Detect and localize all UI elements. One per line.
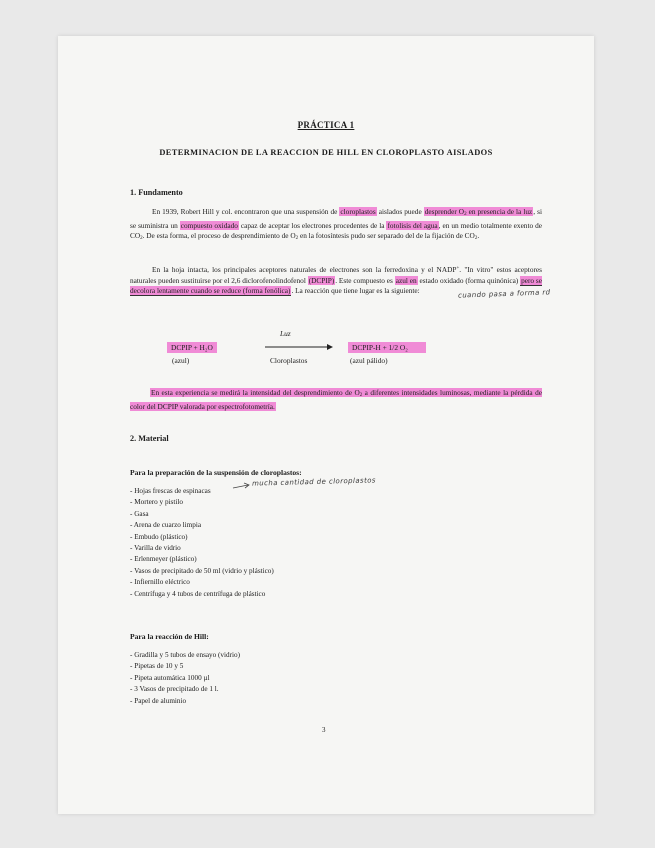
list-item: - Hojas frescas de espinacas (130, 486, 274, 497)
list-item: - Papel de aluminio (130, 696, 240, 707)
paragraph-experiencia (130, 388, 542, 412)
list-item: - Infiernillo eléctrico (130, 577, 274, 588)
page-number: 3 (322, 726, 326, 734)
highlight-desprender: desprender $O_2$ en presencia de la luz (424, 207, 533, 217)
list-item: - Centrífuga y 4 tubos de centrífuga de plástico (130, 589, 274, 600)
reaction-right-label: (azul pálido) (350, 356, 388, 365)
paragraph-aceptores: En la hoja intacta, los principales aceptores naturales de electrones son la ferredoxina y el NADP+. "In vitro" estos aceptores naturales pueden sustituirse por el 2,6 diclorofenolindofenol (DCPIP). Este compuesto es azul en estado oxidado (forma quinónica) pero se decolora lentamente cuando se reduce (forma fenólica). La reacción que tiene lugar es la siguiente: (130, 265, 542, 296)
highlight-compuesto-oxidado: compuesto oxidado (180, 220, 238, 230)
list-item: - Vasos de precipitado de 50 ml (vidrio y plástico) (130, 566, 274, 577)
reaction-arrow-label-cloroplastos: Cloroplastos (270, 356, 308, 365)
handwritten-arrow-icon (232, 482, 252, 490)
list-item: - Erlenmeyer (plástico) (130, 554, 274, 565)
section-heading-fundamento: 1. Fundamento (130, 188, 183, 197)
reaction-left-label: (azul) (172, 356, 190, 365)
page-title: PRÁCTICA 1 (297, 120, 355, 130)
list-item: - Mortero y pistilo (130, 497, 274, 508)
list-item: - Pipeta automática 1000 µl (130, 673, 240, 684)
material-list-hill (130, 650, 240, 707)
section-heading-material: 2. Material (130, 434, 169, 443)
document-page (58, 36, 594, 814)
handwritten-note-cloroplastos: mucha cantidad de cloroplastos (251, 476, 377, 488)
reaction-left-formula: DCPIP + H₂O (167, 342, 217, 353)
list-item: - Varilla de vidrio (130, 543, 274, 554)
reaction-right-formula: DCPIP-H + 1/2 O₂ (348, 342, 426, 353)
page-subtitle: DETERMINACION DE LA REACCION DE HILL EN CLOROPLASTO AISLADOS (159, 148, 493, 157)
handwritten-note-forma: cuando pasa a forma rd (457, 288, 551, 300)
material-group-heading-cloroplastos: Para la preparación de la suspensión de cloroplastos: (130, 468, 302, 477)
highlight-fotolisis: fotolisis del agua (387, 220, 438, 230)
list-item: - Gasa (130, 509, 274, 520)
highlight-dcpip: (DCPIP) (308, 275, 335, 285)
list-item: - Embudo (plástico) (130, 532, 274, 543)
highlight-azul: azul en (395, 275, 417, 285)
list-item: - Pipetas de 10 y 5 (130, 661, 240, 672)
highlight-decolora: pero se decolora lentamente cuando se reduce (forma fenólica) (130, 275, 542, 296)
list-item: - 3 Vasos de precipitado de 1 l. (130, 684, 240, 695)
list-item: - Gradilla y 5 tubos de ensayo (vidrio) (130, 650, 240, 661)
highlight-experiencia: En esta experiencia se medirá la intensidad del desprendimiento de $O_2$ a diferentes intensidades luminosas, mediante la pérdida de color del DCPIP valorada por espectrofotometría. (130, 388, 542, 411)
material-list-cloroplastos (130, 486, 274, 600)
material-group-heading-hill: Para la reacción de Hill: (130, 632, 209, 641)
reaction-arrow-icon (264, 342, 334, 352)
list-item: - Arena de cuarzo limpia (130, 520, 274, 531)
reaction-arrow-label-luz: Luz (280, 329, 291, 338)
paragraph-hill: En 1939, Robert Hill y col. encontraron que una suspensión de cloroplastos aislados puede desprender $O_2$ en presencia de la luz, si se suministra un compuesto oxidado capaz de aceptar los electrones procedentes de la fotolisis del agua, en un medio totalmente exento de $CO_2$. De esta forma, el proceso de desprendimiento de $O_2$ en la fotosíntesis pudo ser separado del de la fijación de $CO_2$. (130, 207, 543, 242)
highlight-cloroplastos: cloroplastos (340, 207, 376, 216)
